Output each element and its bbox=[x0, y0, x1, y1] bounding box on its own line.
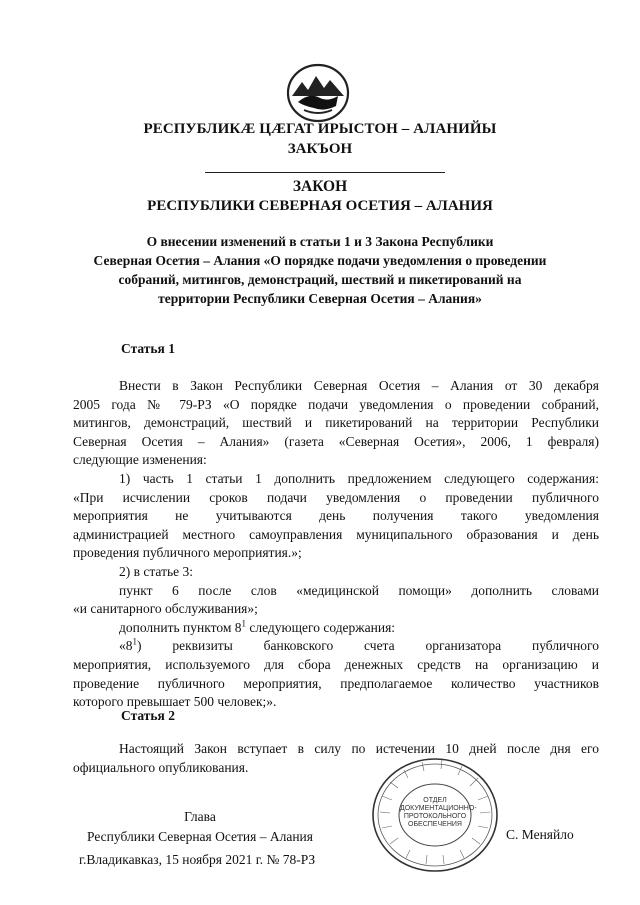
superscript: 1 bbox=[241, 618, 246, 629]
law-label-ossetian: ЗАКЪОН bbox=[287, 141, 353, 157]
text-line: администрацией местного самоуправления муниципального образования и день bbox=[73, 526, 599, 542]
text-line: 2) в статье 3: bbox=[119, 563, 193, 579]
article-1-body bbox=[73, 377, 599, 712]
text-fragment: ) реквизиты банковского счета организатора публичного bbox=[137, 638, 599, 654]
text-line: проведения публичного мероприятия.»; bbox=[73, 545, 302, 561]
text-fragment: дополнить пунктом 8 bbox=[119, 619, 242, 635]
text-line: мероприятия не учитываются день получения такого уведомления bbox=[73, 508, 599, 524]
signatory-title-line: Республики Северная Осетия – Алания bbox=[87, 829, 313, 844]
text-line: следующие изменения: bbox=[73, 452, 207, 468]
text-line: «и санитарного обслуживания»; bbox=[73, 601, 258, 617]
text-fragment: «8 bbox=[119, 638, 133, 654]
text-line: Настоящий Закон вступает в силу по истечении 10 дней после дня его bbox=[119, 741, 599, 756]
coat-of-arms-emblem bbox=[284, 62, 352, 124]
text-line bbox=[73, 637, 599, 656]
text-line: Внести в Закон Республики Северная Осетия – Алания от 30 декабря bbox=[119, 378, 599, 393]
text-line: 2005 года № 79-РЗ «О порядке подачи уведомления о проведении собраний, bbox=[73, 396, 599, 412]
text-line: «При исчислении сроков подачи уведомления о проведении публичного bbox=[73, 489, 599, 505]
place-date-number: г.Владикавказ, 15 ноября 2021 г. № 78-РЗ bbox=[79, 852, 316, 867]
text-fragment: следующего содержания: bbox=[246, 619, 396, 635]
superscript: 1 bbox=[132, 636, 137, 647]
subject-line: О внесении изменений в статьи 1 и 3 Закона Республики bbox=[146, 234, 494, 249]
signatory-name: С. Меняйло bbox=[506, 827, 574, 842]
signatory-title bbox=[80, 807, 320, 847]
law-subject bbox=[0, 232, 640, 308]
text-line: митингов, демонстраций, шествий и пикетирований на территории Республики bbox=[73, 415, 599, 431]
article-2-heading: Статья 2 bbox=[121, 708, 175, 723]
law-title: ЗАКОН bbox=[292, 178, 348, 195]
republic-name-russian: РЕСПУБЛИКИ СЕВЕРНАЯ ОСЕТИЯ – АЛАНИЯ bbox=[147, 198, 493, 214]
text-line: официального опубликования. bbox=[73, 759, 249, 775]
text-line: мероприятия, используемого для сбора денежных средств на организацию и bbox=[73, 656, 599, 672]
subject-line: Северная Осетия – Алания «О порядке подачи уведомления о проведении bbox=[93, 253, 547, 268]
article-2-body bbox=[73, 740, 599, 777]
header-divider bbox=[205, 172, 445, 173]
text-line: Северная Осетия – Алания» (газета «Северная Осетия», 2006, 1 февраля) bbox=[73, 433, 599, 449]
republic-name-ossetian: РЕСПУБЛИКÆ ЦÆГАТ ИРЫСТОН – АЛАНИЙЫ bbox=[143, 121, 497, 137]
subject-line: собраний, митингов, демонстраций, шествий и пикетирований на bbox=[118, 272, 522, 287]
text-line: пункт 6 после слов «медицинской помощи» дополнить словами bbox=[119, 582, 599, 598]
text-line: которого превышает 500 человек;». bbox=[73, 694, 277, 710]
text-line: 1) часть 1 статьи 1 дополнить предложением следующего содержания: bbox=[119, 470, 599, 486]
article-1-heading: Статья 1 bbox=[121, 341, 175, 356]
signatory-title-line: Глава bbox=[184, 809, 216, 824]
subject-line: территории Республики Северная Осетия – Алания» bbox=[158, 291, 482, 306]
text-line bbox=[73, 619, 599, 638]
text-line: проведение публичного мероприятия, предполагаемое количество участников bbox=[73, 675, 599, 691]
stamp-inner-text: ОТДЕЛ ДОКУМЕНТАЦИОННО-ПРОТОКОЛЬНОГО ОБЕСПЕЧЕНИЯ bbox=[400, 797, 477, 828]
